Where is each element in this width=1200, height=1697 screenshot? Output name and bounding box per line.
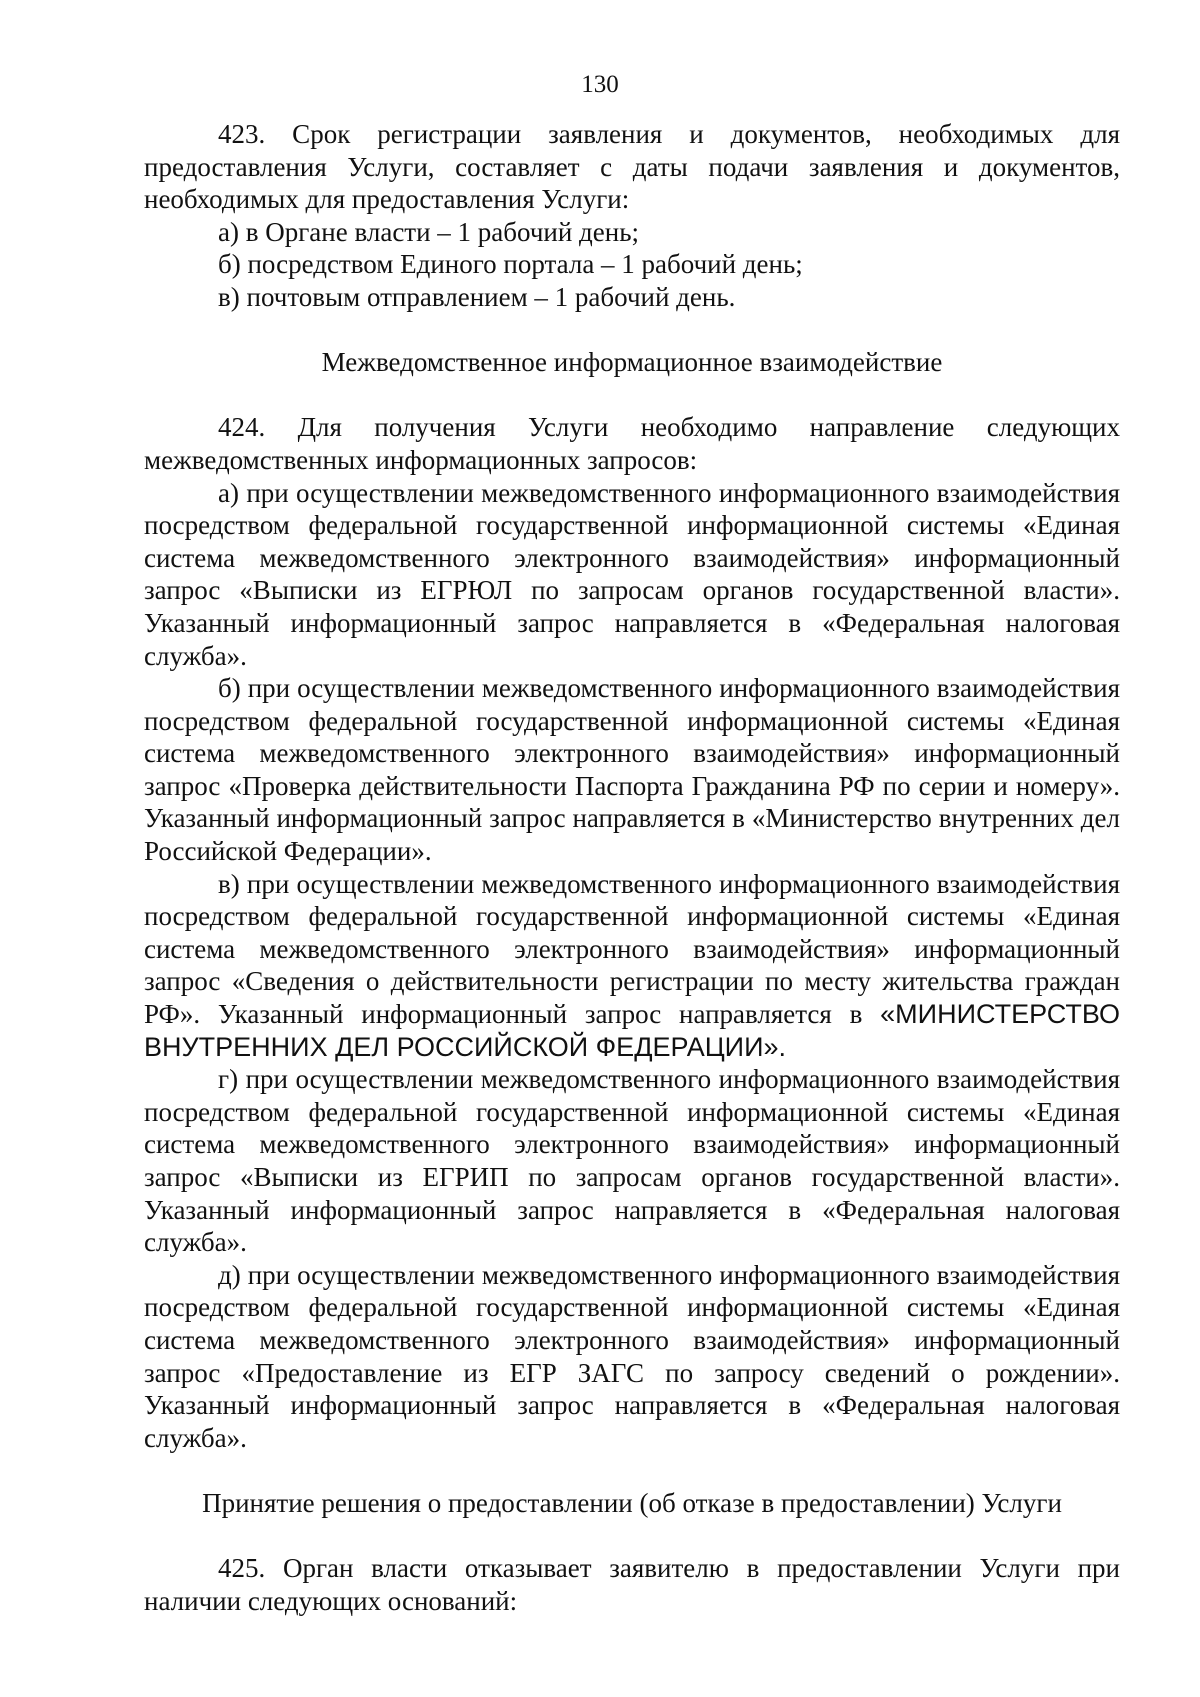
list-item-424-d: г) при осуществлении межведомственного информационного взаимодействия посредством федеральной государственной информационной системы «Единая система межведомственного электронного взаимодействия» информационный запрос «Выписки из ЕГРИП по запросам органов государственной власти». Указанный информационный запрос направляется в «Федеральная налоговая служба». — [144, 1064, 1120, 1258]
list-item-424-c-text: в) при осуществлении межведомственного информационного взаимодействия посредством федеральной государственной информационной системы «Единая система межведомственного электронного взаимодействия» информационный запрос «Сведения о действительности регистрации по месту жительства граждан РФ». Указанный информационный запрос направляется в — [144, 868, 1120, 1030]
section-heading-decision: Принятие решения о предоставлении (об отказе в предоставлении) Услуги — [202, 1487, 1062, 1518]
list-item-424-c — [144, 868, 1120, 1064]
list-item-424-e: д) при осуществлении межведомственного информационного взаимодействия посредством федеральной государственной информационной системы «Единая система межведомственного электронного взаимодействия» информационный запрос «Предоставление из ЕГР ЗАГС по запросу сведений о рождении». Указанный информационный запрос направляется в «Федеральная налоговая служба». — [144, 1259, 1120, 1453]
list-item-423-b: б) посредством Единого портала – 1 рабочий день; — [218, 249, 803, 280]
spacer — [144, 1454, 1120, 1487]
document-body — [144, 118, 1120, 1617]
paragraph-424: 424. Для получения Услуги необходимо направление следующих межведомственных информационных запросов: — [144, 412, 1120, 475]
spacer — [144, 314, 1120, 347]
list-item-424-a: а) при осуществлении межведомственного информационного взаимодействия посредством федеральной государственной информационной системы «Единая система межведомственного электронного взаимодействия» информационный запрос «Выписки из ЕГРЮЛ по запросам органов государственной власти». Указанный информационный запрос направляется в «Федеральная налоговая служба». — [144, 477, 1120, 671]
list-item-424-b: б) при осуществлении межведомственного информационного взаимодействия посредством федеральной государственной информационной системы «Единая система межведомственного электронного взаимодействия» информационный запрос «Проверка действительности Паспорта Гражданина РФ по серии и номеру». Указанный информационный запрос направляется в «Министерство внутренних дел Российской Федерации». — [144, 673, 1120, 867]
paragraph-423: 423. Срок регистрации заявления и документов, необходимых для предоставления Услуги, составляет с даты подачи заявления и документов, необходимых для предоставления Услуги: — [144, 119, 1120, 215]
spacer — [144, 1520, 1120, 1553]
list-item-424-c-recipient: «МИНИСТЕРСТВО ВНУТРЕННИХ ДЕЛ РОССИЙСКОЙ ФЕДЕРАЦИИ». — [144, 999, 1120, 1062]
list-item-423-a: а) в Органе власти – 1 рабочий день; — [218, 216, 640, 247]
page-number: 130 — [581, 71, 619, 98]
paragraph-425: 425. Орган власти отказывает заявителю в предоставлении Услуги при наличии следующих оснований: — [144, 1553, 1120, 1616]
spacer — [144, 379, 1120, 412]
section-heading-interagency: Межведомственное информационное взаимодействие — [321, 347, 943, 378]
list-item-423-c: в) почтовым отправлением – 1 рабочий день. — [218, 281, 736, 312]
